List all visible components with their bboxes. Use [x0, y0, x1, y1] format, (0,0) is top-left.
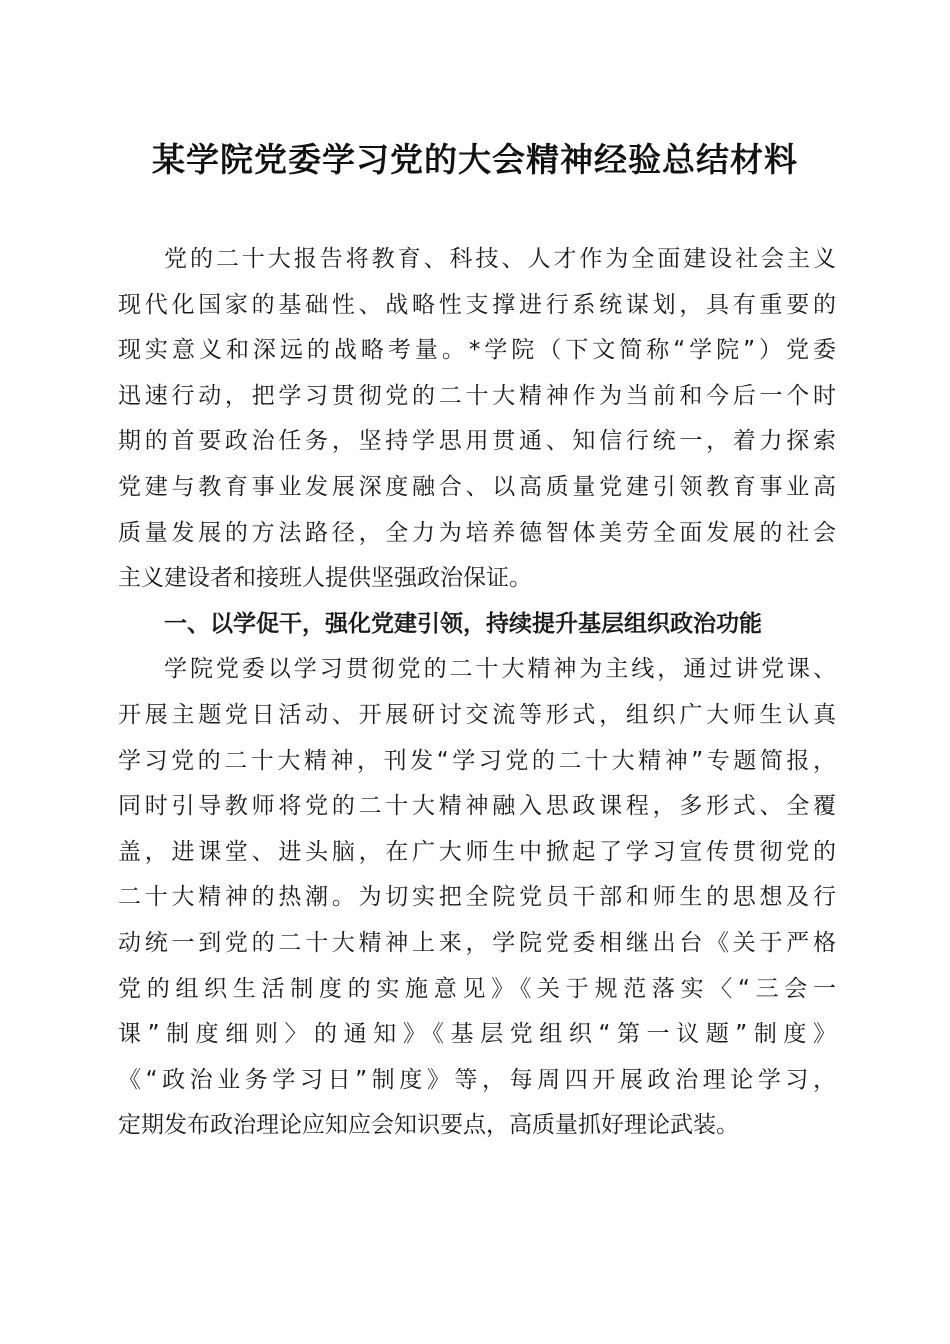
text-line: 学院党委以学习贯彻党的二十大精神为主线，通过讲党课、 — [164, 656, 836, 683]
text-line: 定期发布政治理论应知应会知识要点，高质量抓好理论武装。 — [118, 1112, 739, 1139]
text-line: 盖，进课堂、进头脑，在广大师生中掀起了学习宣传贯彻党的 — [118, 838, 836, 865]
document-title: 某学院党委学习党的大会精神经验总结材料 — [152, 140, 798, 179]
text-line: 课”制度细则〉的通知》《基层党组织“第一议题”制度》 — [118, 1021, 836, 1048]
text-line: 党建与教育事业发展深度融合、以高质量党建引领教育事业高 — [118, 473, 836, 500]
text-line: 党的二十大报告将教育、科技、人才作为全面建设社会主义 — [164, 246, 836, 272]
text-line: 开展主题党日活动、开展研讨交流等形式，组织广大师生认真 — [118, 701, 836, 728]
section-heading: 一、以学促干，强化党建引领，持续提升基层组织政治功能 — [164, 610, 762, 637]
text-line: 主义建设者和接班人提供坚强政治保证。 — [118, 565, 532, 592]
text-line: 二十大精神的热潮。为切实把全院党员干部和师生的思想及行 — [118, 884, 836, 911]
text-line: 质量发展的方法路径，全力为培养德智体美劳全面发展的社会 — [118, 519, 836, 546]
text-line: 迅速行动，把学习贯彻党的二十大精神作为当前和今后一个时 — [118, 382, 836, 409]
text-line: 动统一到党的二十大精神上来，学院党委相继出台《关于严格 — [118, 929, 836, 956]
document-body — [118, 237, 836, 1149]
text-line: 期的首要政治任务，坚持学思用贯通、知信行统一，着力探索 — [118, 428, 836, 455]
text-line: 《“政治业务学习日”制度》等，每周四开展政治理论学习， — [118, 1066, 836, 1093]
text-line: 现实意义和深远的战略考量。*学院（下文简称“学院”）党委 — [118, 337, 836, 364]
text-line: 现代化国家的基础性、战略性支撑进行系统谋划，具有重要的 — [118, 291, 836, 318]
text-line: 学习党的二十大精神，刊发“学习党的二十大精神”专题简报， — [118, 747, 836, 774]
text-line: 党的组织生活制度的实施意见》《关于规范落实〈“三会一 — [118, 975, 836, 1002]
paragraph-section-1 — [118, 647, 836, 1149]
text-line: 同时引导教师将党的二十大精神融入思政课程，多形式、全覆 — [118, 793, 836, 820]
paragraph-intro — [118, 237, 836, 602]
